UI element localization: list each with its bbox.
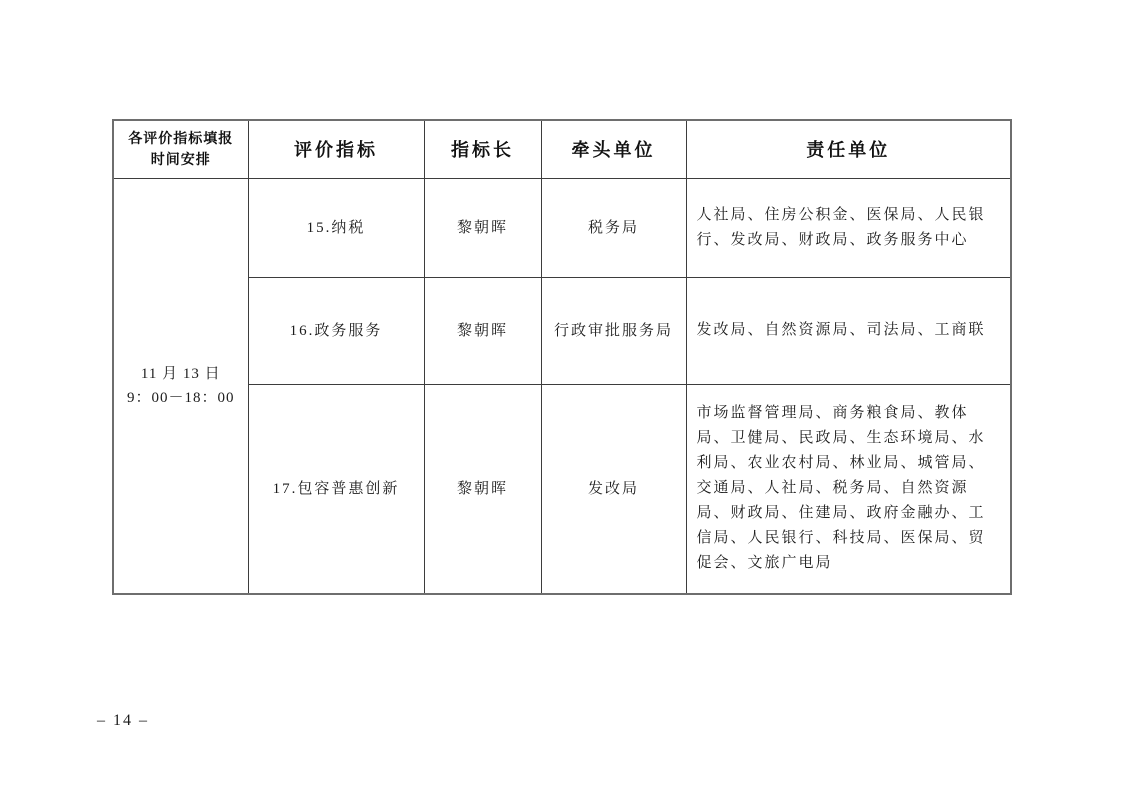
header-indicator: 评价指标 — [248, 120, 424, 178]
time-slot-time: 9：00－18：00 — [126, 389, 235, 406]
evaluation-schedule-table — [112, 119, 1012, 595]
responsible-units-cell: 发改局、自然资源局、司法局、工商联 — [686, 277, 1011, 384]
header-responsible-unit: 责任单位 — [686, 120, 1011, 178]
header-leader: 指标长 — [424, 120, 541, 178]
lead-unit-cell: 发改局 — [541, 384, 686, 594]
leader-cell: 黎朝晖 — [424, 277, 541, 384]
table-row — [113, 277, 1011, 384]
table-row — [113, 384, 1011, 594]
table-header-row — [113, 120, 1011, 178]
responsible-units-cell: 人社局、住房公积金、医保局、人民银行、发改局、财政局、政务服务中心 — [686, 178, 1011, 277]
table-row — [113, 178, 1011, 277]
time-slot-cell — [113, 178, 248, 594]
lead-unit-cell: 行政审批服务局 — [541, 277, 686, 384]
lead-unit-cell: 税务局 — [541, 178, 686, 277]
header-schedule-line1: 各评价指标填报 — [128, 130, 234, 147]
header-schedule-line2: 时间安排 — [150, 151, 211, 168]
time-slot-date: 11 月 13 日 — [140, 365, 221, 382]
indicator-cell: 16.政务服务 — [248, 277, 424, 384]
leader-cell: 黎朝晖 — [424, 178, 541, 277]
header-schedule-cell — [113, 120, 248, 178]
indicator-cell: 17.包容普惠创新 — [248, 384, 424, 594]
header-lead-unit: 牵头单位 — [541, 120, 686, 178]
indicator-cell: 15.纳税 — [248, 178, 424, 277]
page-number: – 14 – — [97, 712, 149, 729]
leader-cell: 黎朝晖 — [424, 384, 541, 594]
responsible-units-cell: 市场监督管理局、商务粮食局、教体局、卫健局、民政局、生态环境局、水利局、农业农村局、林业局、城管局、交通局、人社局、税务局、自然资源局、财政局、住建局、政府金融办、工信局、人民银行、科技局、医保局、贸促会、文旅广电局 — [686, 384, 1011, 594]
